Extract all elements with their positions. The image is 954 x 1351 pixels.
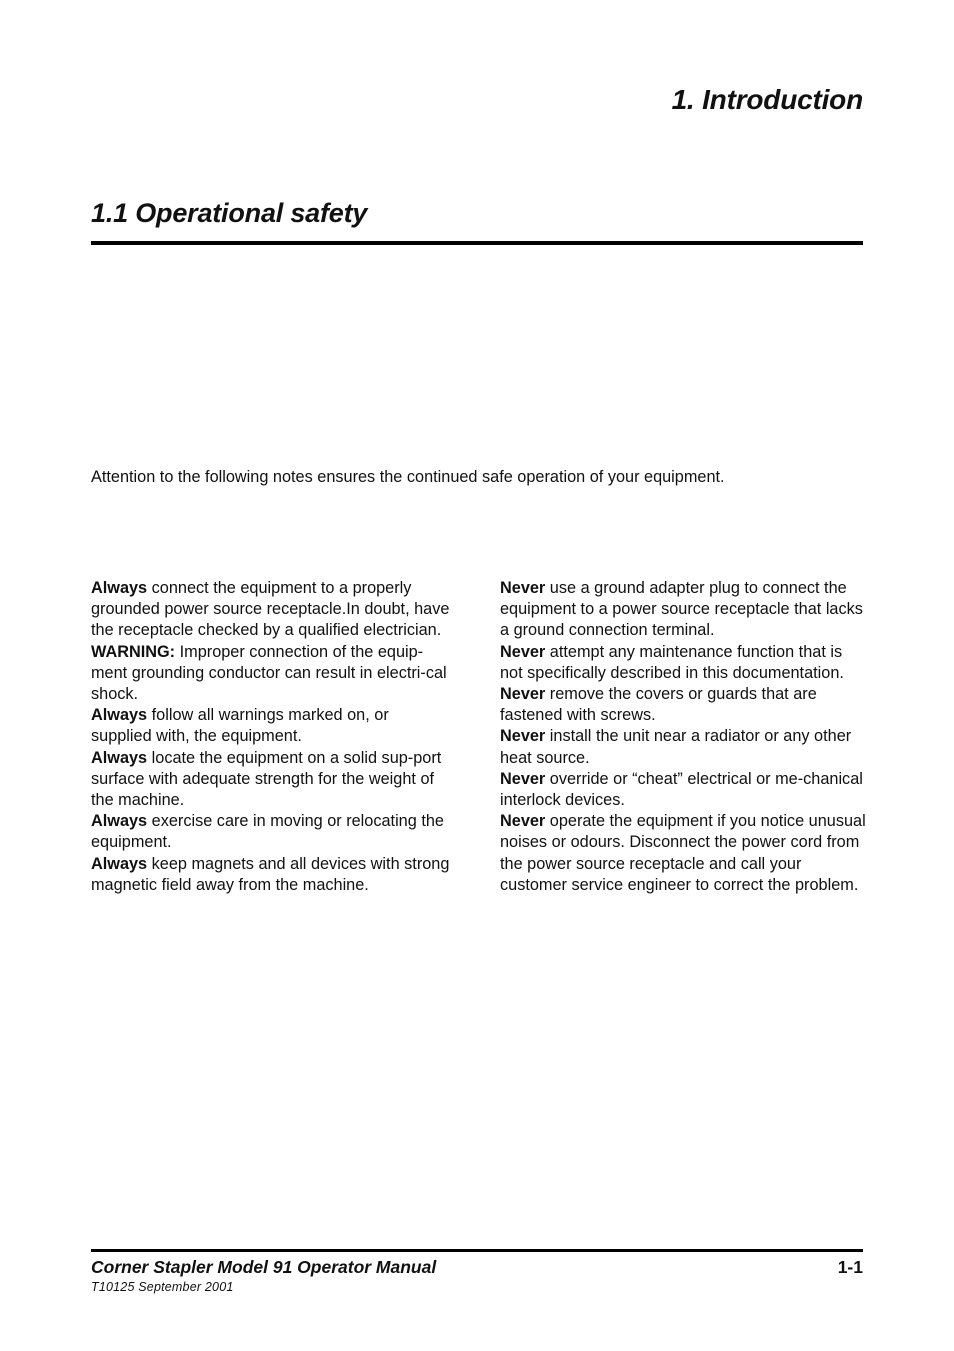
chapter-title: 1. Introduction xyxy=(671,84,863,115)
section-title: 1.1 Operational safety xyxy=(91,198,368,228)
note-lead: Never xyxy=(500,727,546,746)
note-text: override or “cheat” electrical or me-chanical interlock devices. xyxy=(500,769,863,810)
note-text: attempt any maintenance function that is not specifically described in this documentation. xyxy=(500,642,844,682)
safety-note xyxy=(91,811,453,853)
note-lead: WARNING: xyxy=(91,642,176,661)
note-text: connect the equipment to a properly grounded power source receptacle.In doubt, have the receptacle checked by a qualified electrician. xyxy=(91,579,450,640)
note-text: keep magnets and all devices with strong magnetic field away from the machine. xyxy=(91,854,450,894)
page-number: 1-1 xyxy=(837,1257,863,1277)
intro-paragraph: Attention to the following notes ensures the continued safe operation of your equipment. xyxy=(91,468,725,486)
note-text: operate the equipment if you notice unusual noises or odours. Disconnect the power cord from the power source receptacle and call your customer service engineer to correct the problem. xyxy=(500,812,866,894)
note-text: locate the equipment on a solid sup-port surface with adequate strength for the weight of the machine. xyxy=(91,748,442,810)
safety-note xyxy=(91,578,453,642)
footer-document-reference: T10125 September 2001 xyxy=(91,1280,234,1294)
note-text: follow all warnings marked on, or supplied with, the equipment. xyxy=(91,706,389,746)
safety-note xyxy=(500,769,866,811)
safety-notes-right-column xyxy=(500,578,866,896)
note-text: install the unit near a radiator or any other heat source. xyxy=(500,727,852,767)
footer-divider xyxy=(91,1249,863,1252)
note-text: exercise care in moving or relocating the equipment. xyxy=(91,812,444,852)
safety-note xyxy=(91,748,453,812)
section-divider xyxy=(91,241,863,245)
note-lead: Always xyxy=(91,854,148,873)
note-lead: Always xyxy=(91,812,148,831)
note-text: Improper connection of the equip-ment grounding conductor can result in electri-cal shock. xyxy=(91,642,447,704)
safety-note xyxy=(500,811,866,896)
footer-manual-title: Corner Stapler Model 91 Operator Manual xyxy=(91,1257,437,1277)
safety-note xyxy=(500,726,866,768)
safety-note xyxy=(91,854,453,896)
safety-notes-left-column xyxy=(91,578,453,896)
safety-note xyxy=(91,705,453,747)
note-lead: Never xyxy=(500,812,546,831)
note-lead: Always xyxy=(91,579,148,597)
note-lead: Never xyxy=(500,685,546,704)
note-lead: Always xyxy=(91,748,148,767)
warning-note xyxy=(91,642,453,706)
safety-note xyxy=(500,642,866,684)
note-lead: Always xyxy=(91,706,148,725)
note-text: remove the covers or guards that are fastened with screws. xyxy=(500,685,817,725)
note-text: use a ground adapter plug to connect the equipment to a power source receptacle that lacks a ground connection terminal. xyxy=(500,579,863,640)
note-lead: Never xyxy=(500,769,546,788)
note-lead: Never xyxy=(500,642,546,661)
safety-note xyxy=(500,684,866,726)
safety-note xyxy=(500,578,866,642)
note-lead: Never xyxy=(500,579,546,597)
